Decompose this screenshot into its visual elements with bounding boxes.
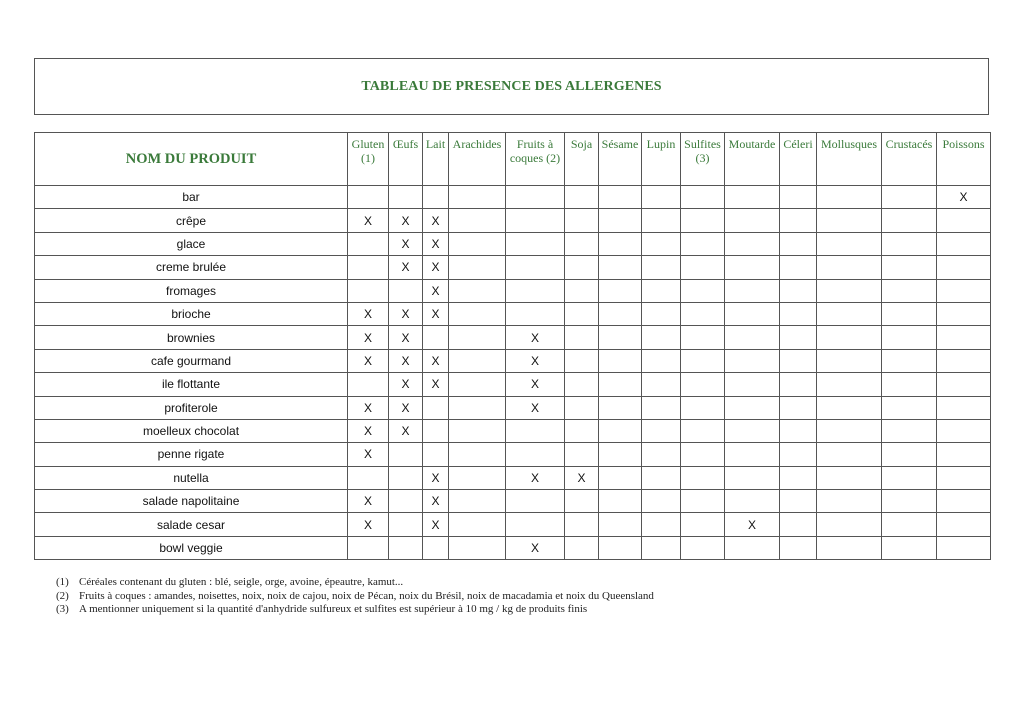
allergen-cell-lupin <box>642 443 681 466</box>
footnote-text: A mentionner uniquement si la quantité d'anhydride sulfureux et sulfites est supérieur à 10 mg / kg de produits finis <box>79 603 588 615</box>
product-name-cell: nutella <box>35 466 348 489</box>
allergen-cell-fruits_coques <box>506 256 565 279</box>
allergen-cell-mollusques <box>817 536 882 559</box>
allergen-cell-sulfites <box>681 186 725 209</box>
allergen-cell-soja <box>565 536 599 559</box>
allergen-cell-sesame <box>599 232 642 255</box>
allergen-cell-moutarde <box>725 396 780 419</box>
allergen-cell-gluten: X <box>348 490 389 513</box>
allergen-cell-sesame <box>599 373 642 396</box>
table-row <box>35 256 991 279</box>
allergen-cell-crustaces <box>882 396 937 419</box>
table-row <box>35 186 991 209</box>
allergen-cell-soja <box>565 443 599 466</box>
allergen-cell-fruits_coques <box>506 232 565 255</box>
allergen-cell-fruits_coques <box>506 209 565 232</box>
allergen-header-gluten: Gluten (1) <box>348 133 389 186</box>
allergen-header-poissons: Poissons <box>937 133 991 186</box>
allergen-cell-sesame <box>599 490 642 513</box>
allergen-cell-soja <box>565 490 599 513</box>
allergen-header-celeri: Céleri <box>780 133 817 186</box>
allergen-cell-oeufs <box>389 466 423 489</box>
allergen-table <box>34 132 991 560</box>
allergen-cell-lait <box>423 419 449 442</box>
allergen-cell-lait <box>423 536 449 559</box>
allergen-header-fruits-coques: Fruits à coques (2) <box>506 133 565 186</box>
product-name-cell: brioche <box>35 302 348 325</box>
allergen-cell-oeufs: X <box>389 232 423 255</box>
allergen-cell-lait <box>423 326 449 349</box>
product-name-header: NOM DU PRODUIT <box>35 133 348 186</box>
allergen-cell-soja <box>565 232 599 255</box>
allergen-cell-oeufs <box>389 443 423 466</box>
allergen-cell-moutarde <box>725 209 780 232</box>
allergen-cell-moutarde <box>725 256 780 279</box>
allergen-cell-gluten: X <box>348 349 389 372</box>
allergen-cell-lupin <box>642 256 681 279</box>
allergen-cell-fruits_coques <box>506 490 565 513</box>
allergen-cell-arachides <box>449 232 506 255</box>
allergen-cell-lupin <box>642 209 681 232</box>
product-name-cell: salade napolitaine <box>35 490 348 513</box>
allergen-cell-mollusques <box>817 513 882 536</box>
allergen-cell-mollusques <box>817 466 882 489</box>
allergen-cell-fruits_coques <box>506 513 565 536</box>
allergen-cell-gluten: X <box>348 419 389 442</box>
allergen-cell-oeufs <box>389 186 423 209</box>
allergen-cell-celeri <box>780 373 817 396</box>
footnote-text: Fruits à coques : amandes, noisettes, noix, noix de cajou, noix de Pécan, noix du Brésil, noix de macadamia et noix du Queensland <box>79 589 654 602</box>
allergen-cell-poissons <box>937 373 991 396</box>
table-row <box>35 232 991 255</box>
allergen-cell-gluten: X <box>348 513 389 536</box>
allergen-cell-moutarde <box>725 232 780 255</box>
allergen-cell-poissons <box>937 256 991 279</box>
allergen-cell-lupin <box>642 279 681 302</box>
allergen-cell-lupin <box>642 186 681 209</box>
allergen-cell-fruits_coques: X <box>506 326 565 349</box>
allergen-cell-sulfites <box>681 419 725 442</box>
allergen-cell-crustaces <box>882 232 937 255</box>
allergen-cell-poissons <box>937 513 991 536</box>
allergen-cell-soja <box>565 373 599 396</box>
allergen-cell-celeri <box>780 186 817 209</box>
allergen-cell-poissons <box>937 490 991 513</box>
allergen-header-lupin: Lupin <box>642 133 681 186</box>
allergen-cell-celeri <box>780 349 817 372</box>
allergen-cell-crustaces <box>882 302 937 325</box>
allergen-cell-celeri <box>780 232 817 255</box>
allergen-cell-arachides <box>449 373 506 396</box>
allergen-cell-lupin <box>642 513 681 536</box>
allergen-cell-lupin <box>642 490 681 513</box>
allergen-cell-sesame <box>599 466 642 489</box>
allergen-cell-sulfites <box>681 232 725 255</box>
table-row <box>35 490 991 513</box>
allergen-cell-sulfites <box>681 302 725 325</box>
table-row <box>35 466 991 489</box>
allergen-cell-arachides <box>449 209 506 232</box>
allergen-cell-lait: X <box>423 490 449 513</box>
allergen-cell-fruits_coques <box>506 419 565 442</box>
allergen-cell-gluten <box>348 186 389 209</box>
allergen-cell-poissons <box>937 326 991 349</box>
allergen-cell-sesame <box>599 186 642 209</box>
allergen-cell-moutarde <box>725 279 780 302</box>
allergen-cell-poissons <box>937 443 991 466</box>
allergen-cell-gluten <box>348 232 389 255</box>
allergen-cell-mollusques <box>817 256 882 279</box>
allergen-cell-moutarde <box>725 536 780 559</box>
allergen-cell-fruits_coques <box>506 186 565 209</box>
allergen-cell-gluten: X <box>348 326 389 349</box>
allergen-cell-sesame <box>599 302 642 325</box>
allergen-cell-poissons <box>937 279 991 302</box>
table-row <box>35 419 991 442</box>
allergen-cell-gluten: X <box>348 209 389 232</box>
allergen-cell-sulfites <box>681 490 725 513</box>
allergen-cell-sulfites <box>681 256 725 279</box>
allergen-header-crustaces: Crustacés <box>882 133 937 186</box>
allergen-cell-sulfites <box>681 466 725 489</box>
table-row <box>35 349 991 372</box>
allergen-header-mollusques: Mollusques <box>817 133 882 186</box>
allergen-cell-mollusques <box>817 490 882 513</box>
allergen-cell-fruits_coques: X <box>506 349 565 372</box>
allergen-cell-sulfites <box>681 443 725 466</box>
product-name-cell: salade cesar <box>35 513 348 536</box>
allergen-cell-lupin <box>642 373 681 396</box>
allergen-cell-fruits_coques <box>506 302 565 325</box>
allergen-cell-crustaces <box>882 256 937 279</box>
allergen-cell-sulfites <box>681 349 725 372</box>
table-row <box>35 326 991 349</box>
allergen-cell-oeufs <box>389 490 423 513</box>
allergen-cell-arachides <box>449 279 506 302</box>
allergen-cell-lupin <box>642 302 681 325</box>
allergen-cell-crustaces <box>882 536 937 559</box>
footnote-sulfites <box>56 603 956 617</box>
allergen-cell-celeri <box>780 536 817 559</box>
allergen-cell-moutarde <box>725 186 780 209</box>
allergen-cell-mollusques <box>817 443 882 466</box>
footnote-fruits-coques <box>56 590 956 604</box>
table-row <box>35 443 991 466</box>
allergen-header-soja: Soja <box>565 133 599 186</box>
allergen-cell-mollusques <box>817 302 882 325</box>
allergen-cell-lupin <box>642 349 681 372</box>
allergen-cell-moutarde <box>725 443 780 466</box>
table-row <box>35 302 991 325</box>
allergen-cell-celeri <box>780 279 817 302</box>
allergen-cell-oeufs <box>389 279 423 302</box>
allergen-cell-mollusques <box>817 326 882 349</box>
allergen-cell-sulfites <box>681 536 725 559</box>
allergen-cell-lait: X <box>423 373 449 396</box>
allergen-cell-soja <box>565 209 599 232</box>
product-name-cell: moelleux chocolat <box>35 419 348 442</box>
allergen-cell-arachides <box>449 513 506 536</box>
allergen-cell-crustaces <box>882 349 937 372</box>
allergen-header-sesame: Sésame <box>599 133 642 186</box>
allergen-cell-sesame <box>599 443 642 466</box>
table-body <box>35 186 991 560</box>
allergen-cell-poissons <box>937 396 991 419</box>
product-name-cell: crêpe <box>35 209 348 232</box>
allergen-cell-oeufs <box>389 513 423 536</box>
allergen-cell-mollusques <box>817 232 882 255</box>
table-row <box>35 373 991 396</box>
allergen-cell-oeufs: X <box>389 373 423 396</box>
footnote-text: Céréales contenant du gluten : blé, seigle, orge, avoine, épeautre, kamut... <box>79 576 404 588</box>
allergen-cell-sulfites <box>681 396 725 419</box>
allergen-cell-moutarde <box>725 490 780 513</box>
product-name-cell: brownies <box>35 326 348 349</box>
allergen-header-sulfites: Sulfites (3) <box>681 133 725 186</box>
allergen-cell-soja: X <box>565 466 599 489</box>
product-name-cell: bowl veggie <box>35 536 348 559</box>
product-name-cell: profiterole <box>35 396 348 419</box>
allergen-cell-arachides <box>449 443 506 466</box>
allergen-cell-soja <box>565 349 599 372</box>
allergen-cell-lupin <box>642 326 681 349</box>
allergen-cell-arachides <box>449 419 506 442</box>
allergen-cell-mollusques <box>817 373 882 396</box>
allergen-cell-sesame <box>599 513 642 536</box>
allergen-cell-oeufs: X <box>389 209 423 232</box>
allergen-cell-moutarde <box>725 302 780 325</box>
allergen-header-moutarde: Moutarde <box>725 133 780 186</box>
table-row <box>35 513 991 536</box>
allergen-cell-oeufs: X <box>389 326 423 349</box>
allergen-header-oeufs: Œufs <box>389 133 423 186</box>
allergen-cell-poissons <box>937 232 991 255</box>
footnote-number: (2) <box>56 589 69 602</box>
product-name-cell: bar <box>35 186 348 209</box>
product-name-cell: fromages <box>35 279 348 302</box>
allergen-cell-mollusques <box>817 396 882 419</box>
allergen-cell-crustaces <box>882 490 937 513</box>
allergen-cell-lait: X <box>423 349 449 372</box>
allergen-cell-oeufs: X <box>389 302 423 325</box>
allergen-cell-soja <box>565 302 599 325</box>
table-row <box>35 536 991 559</box>
table-row <box>35 209 991 232</box>
allergen-cell-lupin <box>642 232 681 255</box>
allergen-cell-sesame <box>599 256 642 279</box>
allergen-cell-poissons <box>937 419 991 442</box>
allergen-cell-poissons <box>937 349 991 372</box>
product-name-cell: cafe gourmand <box>35 349 348 372</box>
allergen-cell-gluten <box>348 256 389 279</box>
allergen-header-lait: Lait <box>423 133 449 186</box>
allergen-cell-oeufs: X <box>389 419 423 442</box>
allergen-cell-crustaces <box>882 279 937 302</box>
allergen-cell-gluten <box>348 466 389 489</box>
allergen-cell-oeufs: X <box>389 349 423 372</box>
allergen-cell-mollusques <box>817 209 882 232</box>
allergen-cell-sulfites <box>681 373 725 396</box>
allergen-cell-sesame <box>599 536 642 559</box>
allergen-cell-sesame <box>599 349 642 372</box>
allergen-cell-mollusques <box>817 186 882 209</box>
allergen-cell-moutarde: X <box>725 513 780 536</box>
allergen-cell-arachides <box>449 186 506 209</box>
title-box <box>34 58 989 115</box>
allergen-cell-fruits_coques <box>506 443 565 466</box>
header-row <box>35 133 991 186</box>
allergen-cell-poissons <box>937 536 991 559</box>
allergen-cell-lait: X <box>423 209 449 232</box>
allergen-cell-celeri <box>780 396 817 419</box>
allergen-cell-arachides <box>449 396 506 419</box>
allergen-cell-crustaces <box>882 186 937 209</box>
allergen-cell-crustaces <box>882 209 937 232</box>
allergen-cell-celeri <box>780 443 817 466</box>
allergen-cell-poissons: X <box>937 186 991 209</box>
allergen-cell-fruits_coques: X <box>506 466 565 489</box>
allergen-cell-arachides <box>449 326 506 349</box>
allergen-cell-mollusques <box>817 419 882 442</box>
allergen-cell-fruits_coques <box>506 279 565 302</box>
allergen-cell-arachides <box>449 256 506 279</box>
allergen-cell-crustaces <box>882 466 937 489</box>
allergen-cell-lait <box>423 396 449 419</box>
allergen-cell-fruits_coques: X <box>506 536 565 559</box>
allergen-cell-soja <box>565 186 599 209</box>
allergen-cell-fruits_coques: X <box>506 373 565 396</box>
allergen-cell-sulfites <box>681 513 725 536</box>
allergen-cell-moutarde <box>725 349 780 372</box>
allergen-cell-oeufs <box>389 536 423 559</box>
allergen-cell-lait <box>423 443 449 466</box>
allergen-cell-soja <box>565 256 599 279</box>
allergen-cell-crustaces <box>882 326 937 349</box>
table-row <box>35 279 991 302</box>
allergen-cell-arachides <box>449 349 506 372</box>
allergen-cell-soja <box>565 279 599 302</box>
allergen-cell-gluten: X <box>348 302 389 325</box>
allergen-cell-moutarde <box>725 326 780 349</box>
allergen-cell-soja <box>565 419 599 442</box>
footnotes <box>56 576 956 617</box>
table-row <box>35 396 991 419</box>
allergen-cell-lait: X <box>423 513 449 536</box>
allergen-cell-arachides <box>449 536 506 559</box>
allergen-cell-crustaces <box>882 443 937 466</box>
allergen-cell-moutarde <box>725 466 780 489</box>
allergen-cell-sulfites <box>681 326 725 349</box>
allergen-cell-arachides <box>449 490 506 513</box>
allergen-cell-celeri <box>780 490 817 513</box>
allergen-cell-sesame <box>599 209 642 232</box>
allergen-cell-lupin <box>642 536 681 559</box>
allergen-cell-arachides <box>449 302 506 325</box>
allergen-cell-lait: X <box>423 279 449 302</box>
allergen-cell-sulfites <box>681 209 725 232</box>
allergen-cell-celeri <box>780 302 817 325</box>
allergen-cell-lait <box>423 186 449 209</box>
allergen-cell-gluten: X <box>348 396 389 419</box>
allergen-cell-gluten: X <box>348 443 389 466</box>
allergen-cell-oeufs: X <box>389 256 423 279</box>
allergen-cell-celeri <box>780 513 817 536</box>
allergen-cell-soja <box>565 326 599 349</box>
allergen-cell-poissons <box>937 209 991 232</box>
allergen-cell-sulfites <box>681 279 725 302</box>
product-name-cell: creme brulée <box>35 256 348 279</box>
allergen-cell-soja <box>565 396 599 419</box>
allergen-cell-mollusques <box>817 349 882 372</box>
allergen-cell-celeri <box>780 209 817 232</box>
allergen-cell-arachides <box>449 466 506 489</box>
allergen-cell-celeri <box>780 256 817 279</box>
footnote-gluten <box>56 576 956 590</box>
allergen-cell-crustaces <box>882 419 937 442</box>
allergen-cell-celeri <box>780 326 817 349</box>
allergen-cell-lupin <box>642 396 681 419</box>
allergen-cell-gluten <box>348 536 389 559</box>
allergen-cell-celeri <box>780 466 817 489</box>
allergen-cell-crustaces <box>882 373 937 396</box>
allergen-cell-celeri <box>780 419 817 442</box>
allergen-cell-soja <box>565 513 599 536</box>
allergen-cell-gluten <box>348 279 389 302</box>
allergen-cell-lupin <box>642 466 681 489</box>
allergen-cell-sesame <box>599 396 642 419</box>
product-name-cell: ile flottante <box>35 373 348 396</box>
allergen-header-arachides: Arachides <box>449 133 506 186</box>
allergen-cell-gluten <box>348 373 389 396</box>
allergen-cell-lait: X <box>423 232 449 255</box>
allergen-cell-moutarde <box>725 373 780 396</box>
allergen-cell-lait: X <box>423 466 449 489</box>
allergen-cell-oeufs: X <box>389 396 423 419</box>
allergen-cell-fruits_coques: X <box>506 396 565 419</box>
page-title: TABLEAU DE PRESENCE DES ALLERGENES <box>361 78 662 94</box>
allergen-cell-crustaces <box>882 513 937 536</box>
allergen-cell-sesame <box>599 419 642 442</box>
product-name-cell: glace <box>35 232 348 255</box>
allergen-cell-sesame <box>599 326 642 349</box>
allergen-cell-mollusques <box>817 279 882 302</box>
allergen-cell-lupin <box>642 419 681 442</box>
product-name-cell: penne rigate <box>35 443 348 466</box>
allergen-cell-sesame <box>599 279 642 302</box>
allergen-cell-moutarde <box>725 419 780 442</box>
footnote-number: (1) <box>56 576 69 588</box>
allergen-cell-lait: X <box>423 302 449 325</box>
footnote-number: (3) <box>56 603 69 615</box>
allergen-cell-poissons <box>937 302 991 325</box>
allergen-cell-lait: X <box>423 256 449 279</box>
allergen-cell-poissons <box>937 466 991 489</box>
